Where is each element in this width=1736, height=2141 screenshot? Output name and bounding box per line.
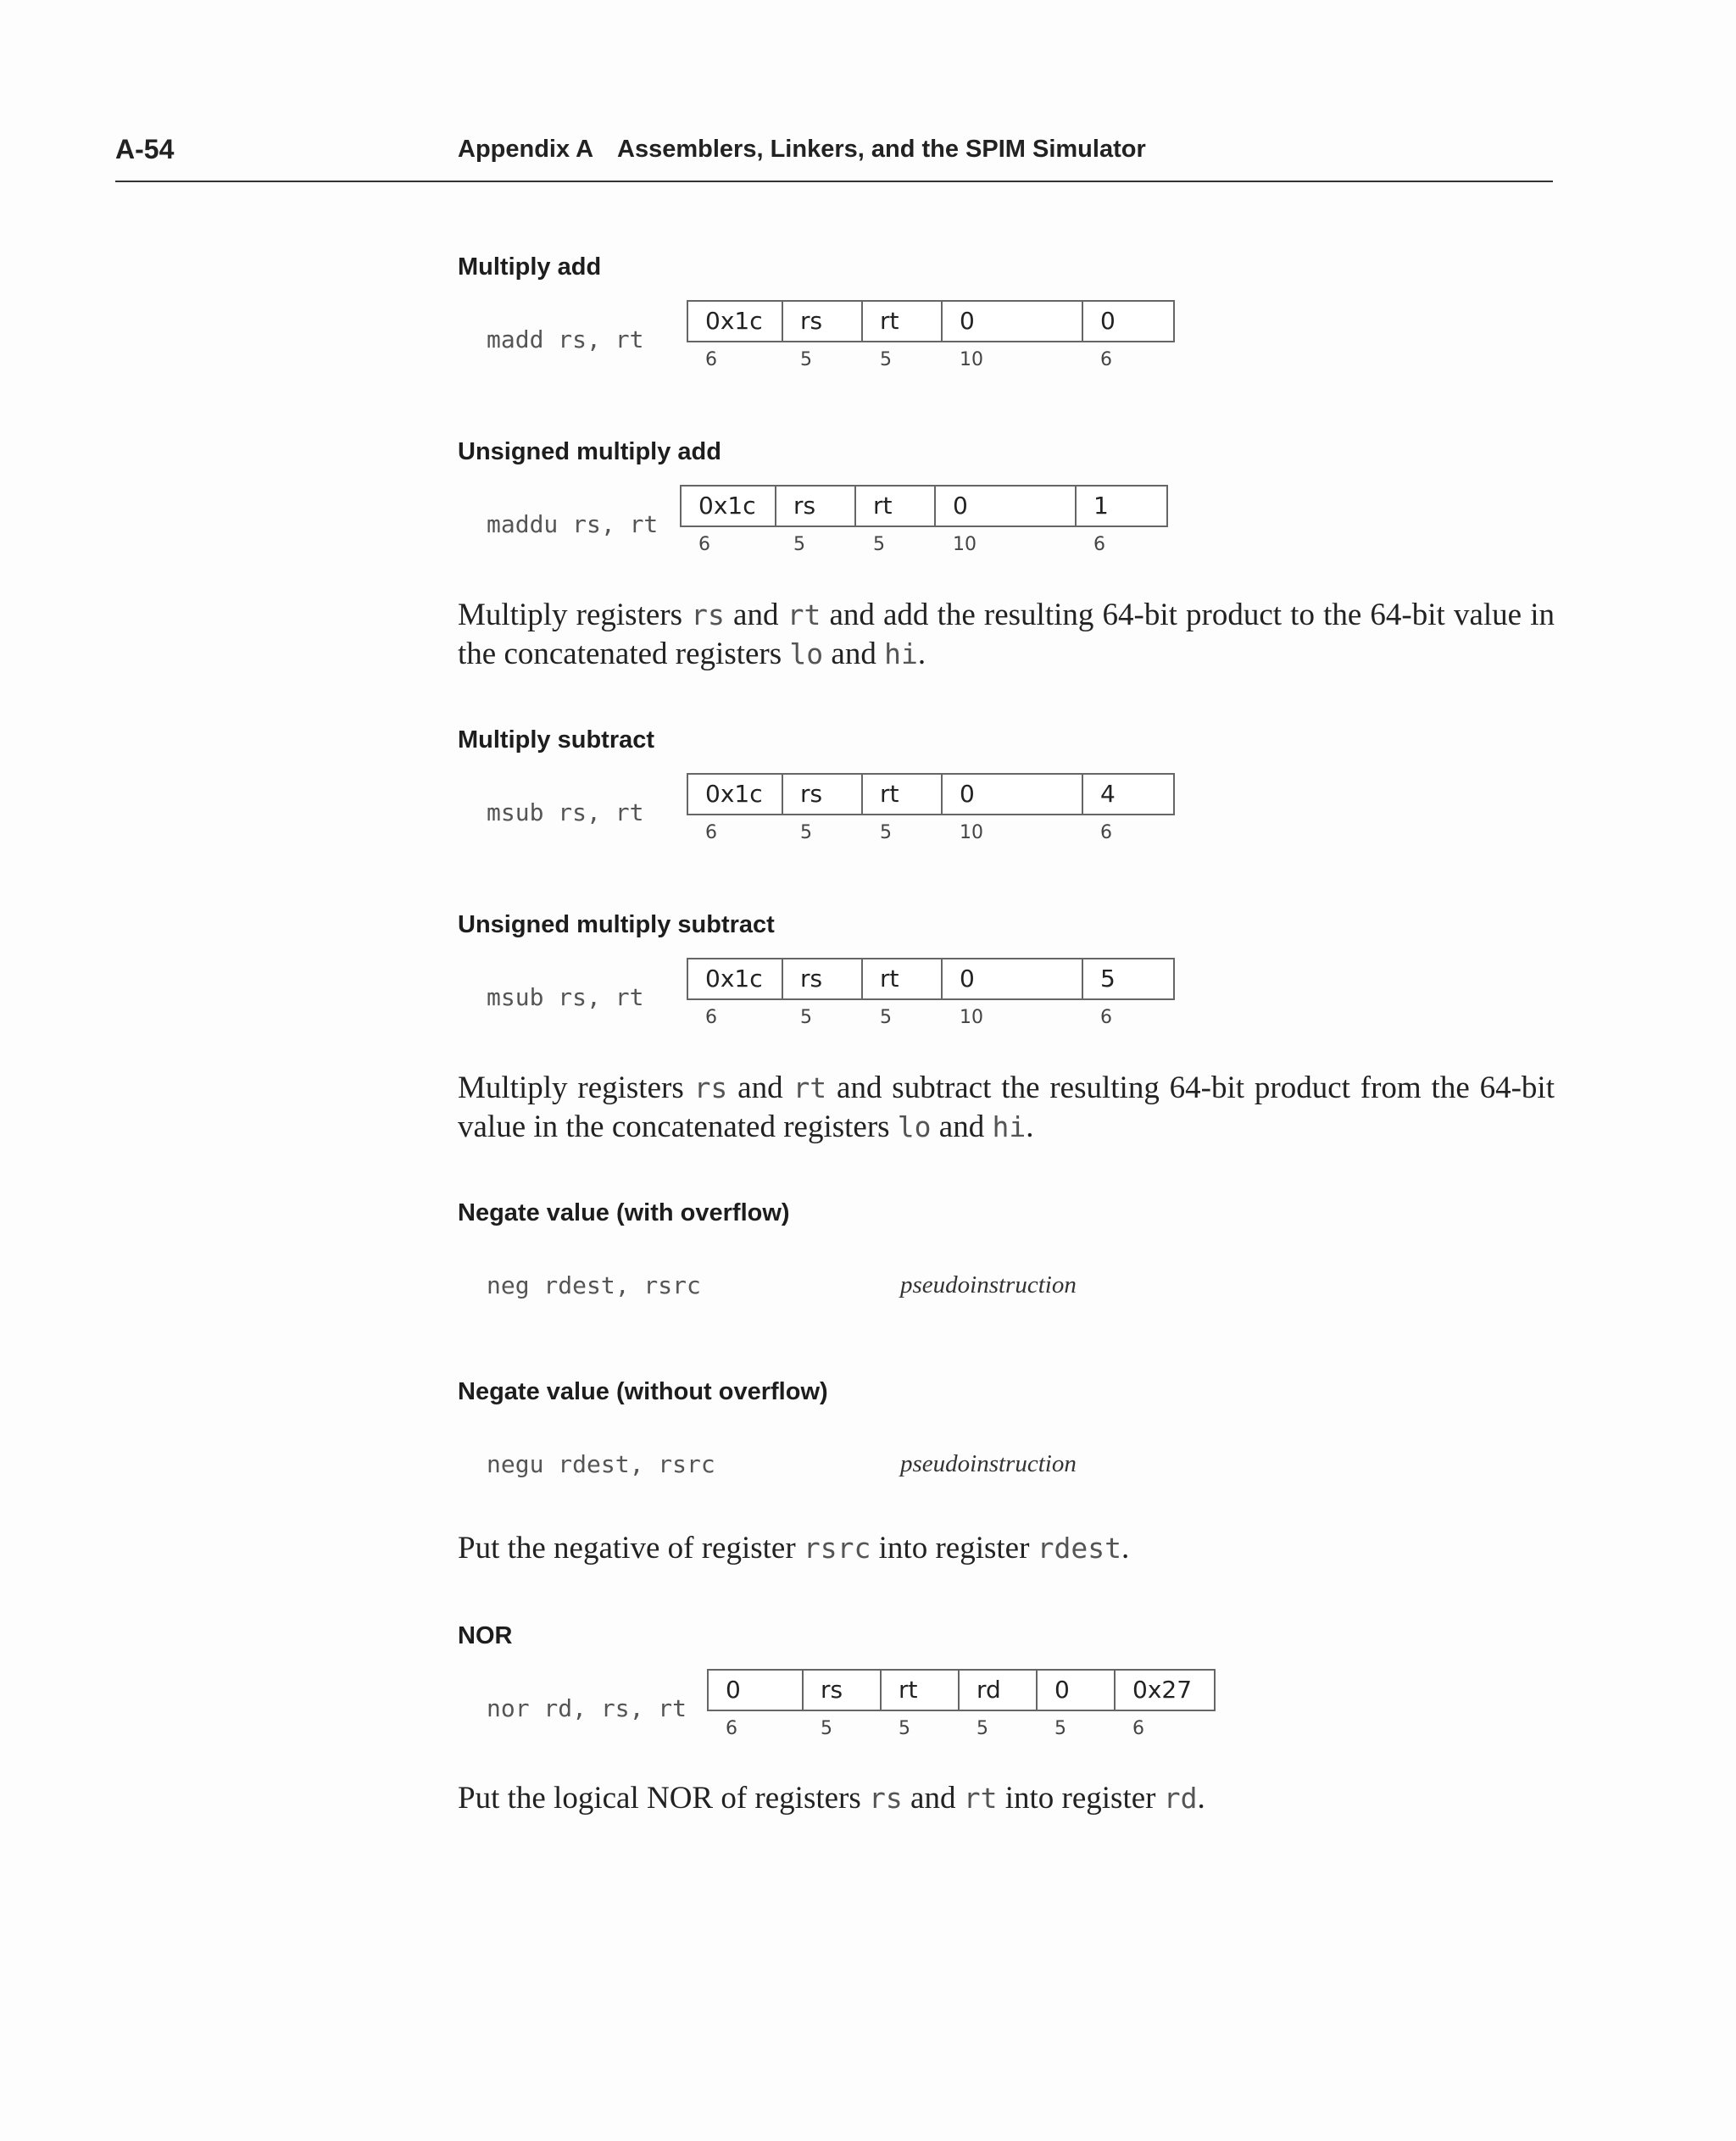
heading-nor: NOR [458,1622,513,1649]
madd-description: Multiply registers rs and rt and add the resulting 64-bit product to the 64-bit value in the concatenated registers lo and hi. [458,598,1555,671]
field-zero: 0 [936,487,1077,526]
field-funct: 1 [1093,492,1109,520]
heading-unsigned-multiply-subtract: Unsigned multiply subtract [458,911,775,938]
syntax-maddu: maddu rs, rt [487,510,659,538]
heading-multiply-subtract: Multiply subtract [458,726,655,754]
field-rt: rt [863,775,943,814]
register-hi: hi [992,1110,1027,1143]
bits-rs: 5 [821,1718,832,1739]
bits-funct: 6 [1100,822,1112,843]
encoding-nor [707,1669,1216,1739]
register-lo: lo [897,1110,932,1143]
pseudoinstruction-note: pseudoinstruction [900,1271,1077,1299]
field-special: 0 [709,1671,804,1710]
register-rsrc: rsrc [803,1532,871,1565]
field-rs: rs [783,775,863,814]
encoding-fields [707,1669,1216,1711]
bits-zero: 10 [960,822,983,843]
field-funct: 5 [1100,965,1116,993]
register-hi: hi [884,637,918,670]
field-funct: 0x27 [1132,1676,1193,1704]
field-rt: rt [856,487,936,526]
field-shamt: 0 [1038,1671,1116,1710]
bits-rs: 5 [793,534,805,555]
bits-rt: 5 [873,534,885,555]
register-rs: rs [869,1782,903,1815]
field-zero: 0 [943,302,1083,341]
bits-opcode: 6 [705,349,717,370]
bit-widths [680,534,1168,555]
field-opcode: 0x1c [688,302,783,341]
encoding-maddu [680,485,1168,555]
bits-zero: 10 [960,1007,983,1028]
register-rt: rt [963,1782,998,1815]
register-rt: rt [787,598,821,631]
heading-multiply-add: Multiply add [458,253,602,281]
bit-widths [687,1007,1175,1028]
bits-rs: 5 [800,349,812,370]
register-rd: rd [1163,1782,1198,1815]
encoding-fields [687,773,1175,815]
encoding-fields [680,485,1168,527]
bit-widths [707,1718,1216,1739]
bit-widths [687,349,1175,370]
bits-funct: 6 [1100,349,1112,370]
syntax-msubu: msub rs, rt [487,983,644,1011]
heading-negate-with-overflow: Negate value (with overflow) [458,1199,790,1226]
field-opcode: 0x1c [688,775,783,814]
field-funct: 4 [1100,780,1116,808]
field-rs: rs [783,959,863,998]
running-header [458,136,1146,164]
neg-description: Put the negative of register rsrc into register rdest. [458,1531,1130,1565]
encoding-msubu [687,958,1175,1028]
bits-shamt: 5 [1054,1718,1066,1739]
bits-funct: 6 [1132,1718,1144,1739]
bits-funct: 6 [1100,1007,1112,1028]
field-funct: 0 [1100,307,1116,335]
field-rs: rs [783,302,863,341]
field-rt: rt [863,302,943,341]
bit-widths [687,822,1175,843]
bits-rs: 5 [800,822,812,843]
register-rt: rt [793,1071,827,1104]
msub-description: Multiply registers rs and rt and subtract the resulting 64-bit product from the 64-bit value in the concatenated registers lo and hi. [458,1070,1555,1144]
field-zero: 0 [943,775,1083,814]
field-opcode: 0x1c [688,959,783,998]
bits-rs: 5 [800,1007,812,1028]
encoding-madd [687,300,1175,370]
encoding-fields [687,300,1175,342]
bits-rt: 5 [899,1718,910,1739]
field-rd: rd [960,1671,1038,1710]
bits-rt: 5 [880,1007,892,1028]
encoding-fields [687,958,1175,1000]
bits-rt: 5 [880,349,892,370]
bits-rt: 5 [880,822,892,843]
bits-funct: 6 [1093,534,1105,555]
field-rt: rt [863,959,943,998]
register-rs: rs [691,598,725,631]
bits-special: 6 [726,1718,737,1739]
field-zero: 0 [943,959,1083,998]
bits-rd: 5 [976,1718,988,1739]
field-rs: rs [804,1671,882,1710]
pseudoinstruction-note: pseudoinstruction [900,1450,1077,1477]
bits-zero: 10 [960,349,983,370]
register-rdest: rdest [1037,1532,1121,1565]
syntax-msub: msub rs, rt [487,798,644,826]
register-rs: rs [693,1071,728,1104]
syntax-nor: nor rd, rs, rt [487,1694,687,1722]
heading-unsigned-multiply-add: Unsigned multiply add [458,438,721,465]
encoding-msub [687,773,1175,843]
syntax-neg: neg rdest, rsrc [487,1271,701,1299]
bits-zero: 10 [953,534,976,555]
syntax-madd: madd rs, rt [487,325,644,353]
field-rt: rt [882,1671,960,1710]
bits-opcode: 6 [705,1007,717,1028]
page-number: A-54 [115,134,175,164]
chapter-title: Assemblers, Linkers, and the SPIM Simulator [617,136,1146,163]
bits-opcode: 6 [705,822,717,843]
heading-negate-without-overflow: Negate value (without overflow) [458,1378,828,1405]
register-lo: lo [789,637,824,670]
syntax-negu: negu rdest, rsrc [487,1450,715,1478]
field-rs: rs [776,487,856,526]
bits-opcode: 6 [698,534,710,555]
appendix-label: Appendix A [458,136,594,163]
field-opcode: 0x1c [682,487,776,526]
header-rule [115,181,1553,182]
nor-description: Put the logical NOR of registers rs and rt into register rd. [458,1781,1205,1816]
